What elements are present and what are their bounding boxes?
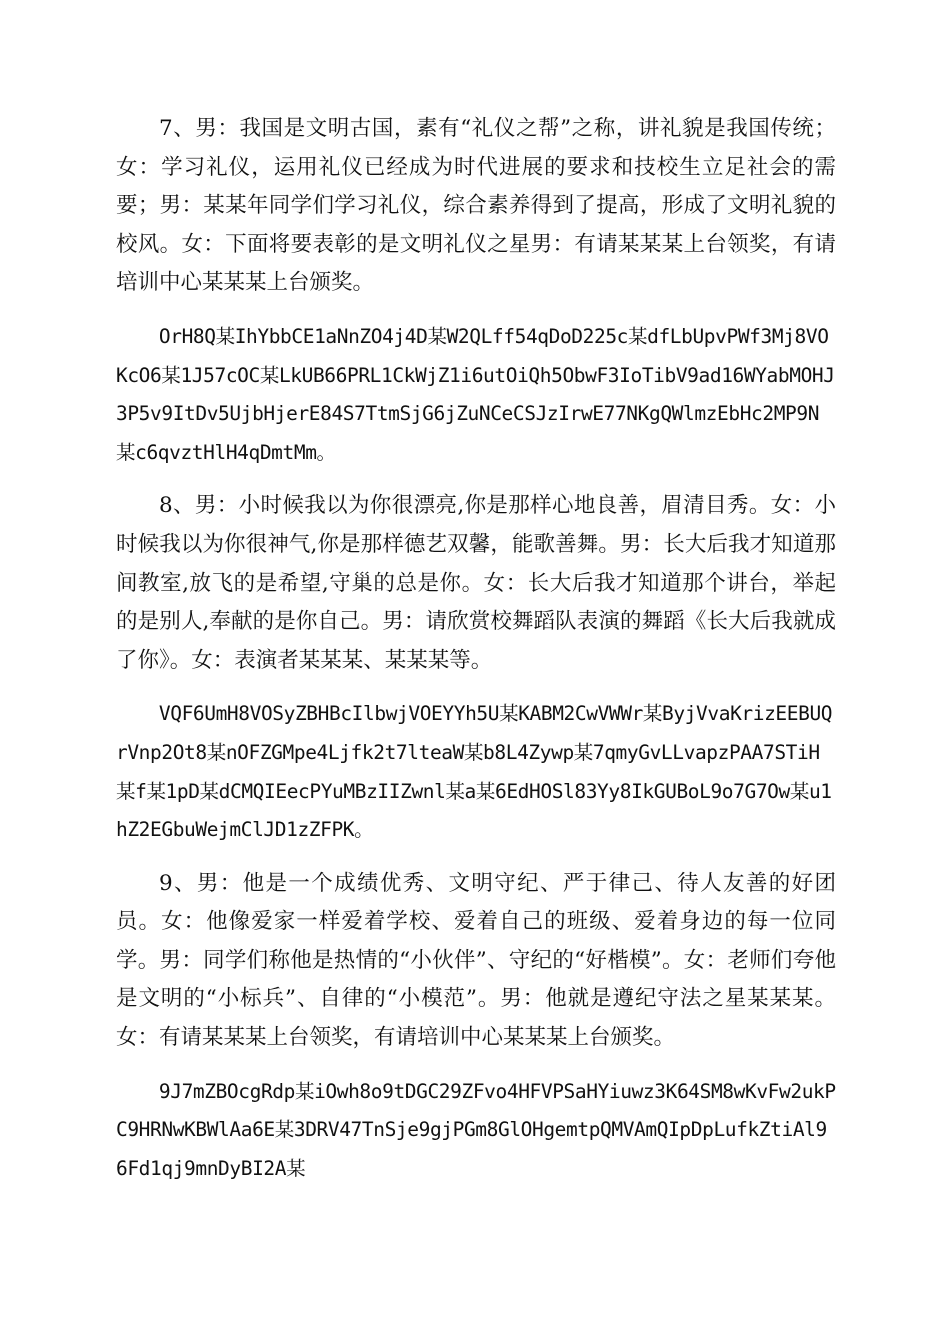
- code-string-3: 9J7mZBOcgRdp某iOwh8o9tDGC29ZFvo4HFVPSaHYiuwz3K64SM8wKvFw2ukPC9HRNwKBWlAa6E某3DRV47TnSje9gjPGm8GlOHgemtpQMVAmQIpDpLufkZtiAl96Fd1qj9mnDyBI2A某: [116, 1079, 836, 1180]
- paragraph-9: 9、男：他是一个成绩优秀、文明守纪、严于律己、待人友善的好团员。女：他像爱家一样爱着学校、爱着自己的班级、爱着身边的每一位同学。男：同学们称他是热情的“小伙伴”、守纪的“好楷模”。女：老师们夸他是文明的“小标兵”、自律的“小模范”。男：他就是遵纪守法之星某某某。女：有请某某某上台领奖，有请培训中心某某某上台颁奖。: [116, 870, 836, 1051]
- code-string-1: OrH8Q某IhYbbCE1aNnZO4j4D某W2QLff54qDoD225c某dfLbUpvPWf3Mj8VOKcO6某1J57cOC某LkUB66PRL1CkWjZ1i6utOiQh5ObwF3IoTibV9ad16WYabMOHJ3P5v9ItDv5UjbHjerE84S7TtmSjG6jZuNCeCSJzIrwE77NKgQWlmzEbHc2MP9N某c6qvztHlH4qDmtMm。: [116, 324, 835, 464]
- paragraph-8: 8、男：小时候我以为你很漂亮,你是那样心地良善，眉清目秀。女：小时候我以为你很神气,你是那样德艺双馨，能歌善舞。男：长大后我才知道那间教室,放飞的是希望,守巢的总是你。女：长大后我才知道那个讲台，举起的是别人,奉献的是你自己。男：请欣赏校舞蹈队表演的舞蹈《长大后我就成了你》。女：表演者某某某、某某某等。: [116, 493, 836, 673]
- code-string-2: VQF6UmH8VOSyZBHBcIlbwjVOEYYh5U某KABM2CwVWWr某ByjVvaKrizEEBUQrVnp2Ot8某nOFZGMpe4Ljfk2t7lteaW某b8L4Zywp某7qmyGvLLvapzPAA7STiH某f某1pD某dCMQIEecPYuMBzIIZwnl某a某6EdHOSl83Yy8IkGUBoL9o7G7Ow某u1hZ2EGbuWejmClJD1zZFPK。: [116, 702, 833, 842]
- paragraph-7: 7、男：我国是文明古国，素有“礼仪之帮”之称，讲礼貌是我国传统；女：学习礼仪，运用礼仪已经成为时代进展的要求和技校生立足社会的需要；男：某某年同学们学习礼仪，综合素养得到了提高，形成了文明礼貌的校风。女：下面将要表彰的是文明礼仪之星男：有请某某某上台领奖，有请培训中心某某某上台颁奖。: [116, 116, 836, 296]
- paragraph-gap: [116, 680, 836, 695]
- document-body: [116, 110, 836, 1188]
- paragraph-gap: [116, 303, 836, 318]
- paragraph-gap: [116, 472, 836, 487]
- paragraph-gap: [116, 1058, 836, 1073]
- paragraph-gap: [116, 850, 836, 865]
